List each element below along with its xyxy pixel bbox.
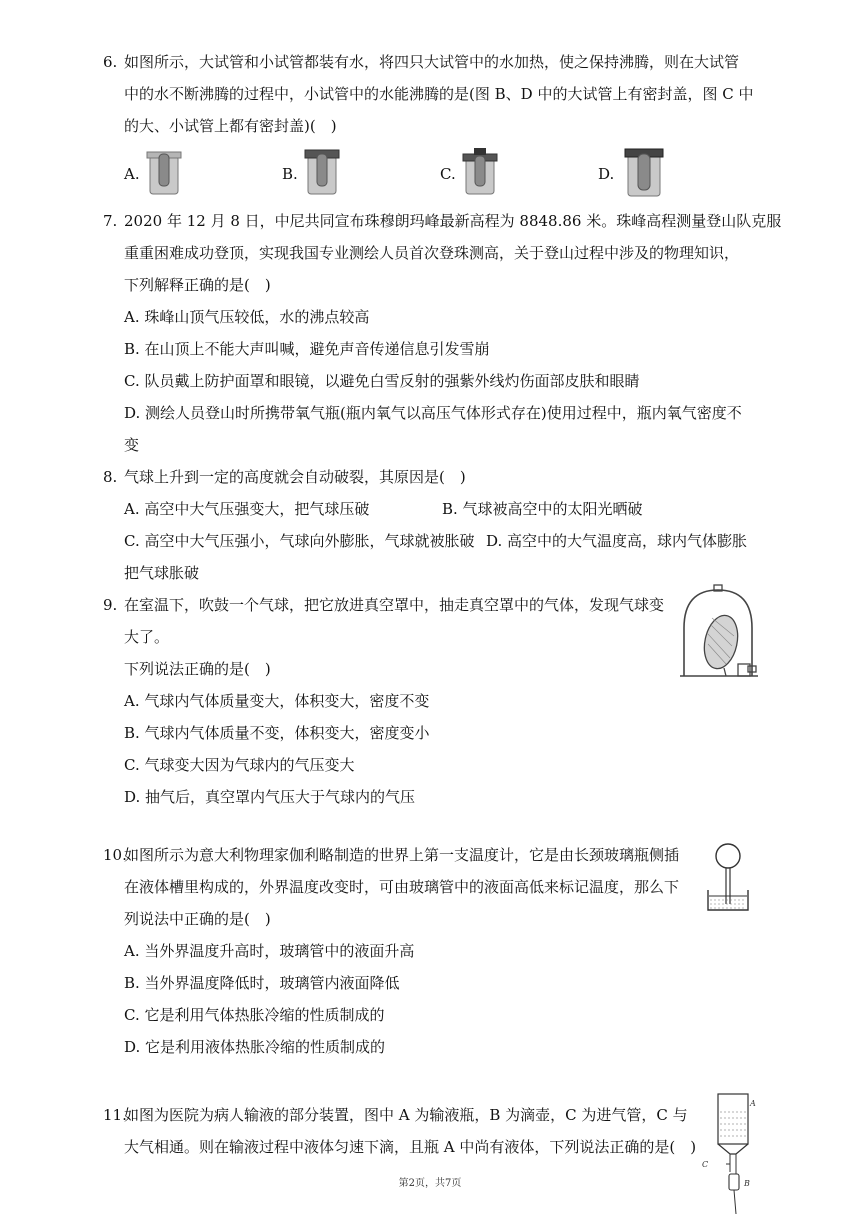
option-a: A. 珠峰山顶气压较低，水的沸点较高 [124, 308, 370, 326]
question-text: 在室温下，吹鼓一个气球，把它放进真空罩中，抽走真空罩中的气体，发现气球变 [124, 596, 665, 614]
figure-label-a: A [750, 1099, 756, 1108]
test-tube-figure-d [624, 146, 664, 198]
test-tube-figure-c [462, 148, 498, 196]
option-d-continued: 把气球胀破 [124, 564, 200, 582]
option-a: A. 高空中大气压强变大，把气球压破 [124, 500, 370, 518]
option-b: B. 在山顶上不能大声叫喊，避免声音传递信息引发雪崩 [124, 340, 490, 358]
question-text: 下列解释正确的是( ) [124, 276, 271, 294]
question-number: 7. [103, 212, 118, 230]
option-b: B. 当外界温度降低时，玻璃管内液面降低 [124, 974, 400, 992]
question-text: 下列说法正确的是( ) [124, 660, 271, 678]
option-d: D. 它是利用液体热胀冷缩的性质制成的 [124, 1038, 386, 1056]
test-tube-figure-b [304, 148, 340, 196]
iv-drip-figure [700, 1092, 762, 1216]
question-text: 如图所示，大试管和小试管都装有水，将四只大试管中的水加热，使之保持沸腾，则在大试管 [124, 53, 740, 71]
option-c: C. 高空中大气压强小，气球向外膨胀，气球就被胀破 [124, 532, 475, 550]
question-text: 列说法中正确的是( ) [124, 910, 271, 928]
test-tube-figure-a [146, 148, 182, 196]
option-d: D. 抽气后，真空罩内气压大于气球内的气压 [124, 788, 416, 806]
question-number: 10. [103, 846, 127, 864]
option-d-continued: 变 [124, 436, 140, 454]
option-c: C. 队员戴上防护面罩和眼镜，以避免白雪反射的强紫外线灼伤面部皮肤和眼睛 [124, 372, 640, 390]
question-text: 气球上升到一定的高度就会自动破裂，其原因是( ) [124, 468, 466, 486]
option-label-d: D. [598, 165, 615, 183]
vacuum-bell-jar-figure [678, 584, 760, 682]
figure-label-b: B [744, 1179, 750, 1188]
question-text: 如图所示为意大利物理家伽利略制造的世界上第一支温度计，它是由长颈玻璃瓶侧插 [124, 846, 680, 864]
question-number: 11. [103, 1106, 127, 1124]
option-b: B. 气球被高空中的太阳光晒破 [442, 500, 643, 518]
question-text: 2020 年 12 月 8 日，中尼共同宣布珠穆朗玛峰最新高程为 8848.86 米。珠峰高程测量登山队克服 [124, 212, 782, 230]
question-text: 如图为医院为病人输液的部分装置，图中 A 为输液瓶，B 为滴壶，C 为进气管，C 与 [124, 1106, 688, 1124]
question-text: 在液体槽里构成的，外界温度改变时，可由玻璃管中的液面高低来标记温度，那么下 [124, 878, 680, 896]
question-text: 重重困难成功登顶，实现我国专业测绘人员首次登珠测高，关于登山过程中涉及的物理知识， [124, 244, 740, 262]
question-number: 9. [103, 596, 118, 614]
option-label-c: C. [440, 165, 456, 183]
question-text: 中的水不断沸腾的过程中，小试管中的水能沸腾的是(图 B、D 中的大试管上有密封盖，图 C 中 [124, 85, 754, 103]
option-a: A. 气球内气体质量变大，体积变大，密度不变 [124, 692, 430, 710]
option-label-a: A. [124, 165, 140, 183]
page-footer: 第2页，共7页 [398, 1178, 462, 1189]
option-a: A. 当外界温度升高时，玻璃管中的液面升高 [124, 942, 415, 960]
option-c: C. 气球变大因为气球内的气压变大 [124, 756, 355, 774]
figure-label-c: C [702, 1160, 709, 1169]
question-number: 6. [103, 53, 118, 71]
question-number: 8. [103, 468, 118, 486]
option-d: D. 高空中的大气温度高，球内气体膨胀 [486, 532, 748, 550]
option-label-b: B. [282, 165, 298, 183]
option-d: D. 测绘人员登山时所携带氧气瓶(瓶内氧气以高压气体形式存在)使用过程中，瓶内氧气密度不 [124, 404, 742, 422]
option-b: B. 气球内气体质量不变，体积变大，密度变小 [124, 724, 430, 742]
galileo-thermometer-figure [700, 840, 756, 914]
question-text: 大气相通。则在输液过程中液体匀速下滴，且瓶 A 中尚有液体，下列说法正确的是( ) [124, 1138, 697, 1156]
option-c: C. 它是利用气体热胀冷缩的性质制成的 [124, 1006, 385, 1024]
question-text: 大了。 [124, 628, 170, 646]
question-text: 的大、小试管上都有密封盖)( ) [124, 117, 337, 135]
